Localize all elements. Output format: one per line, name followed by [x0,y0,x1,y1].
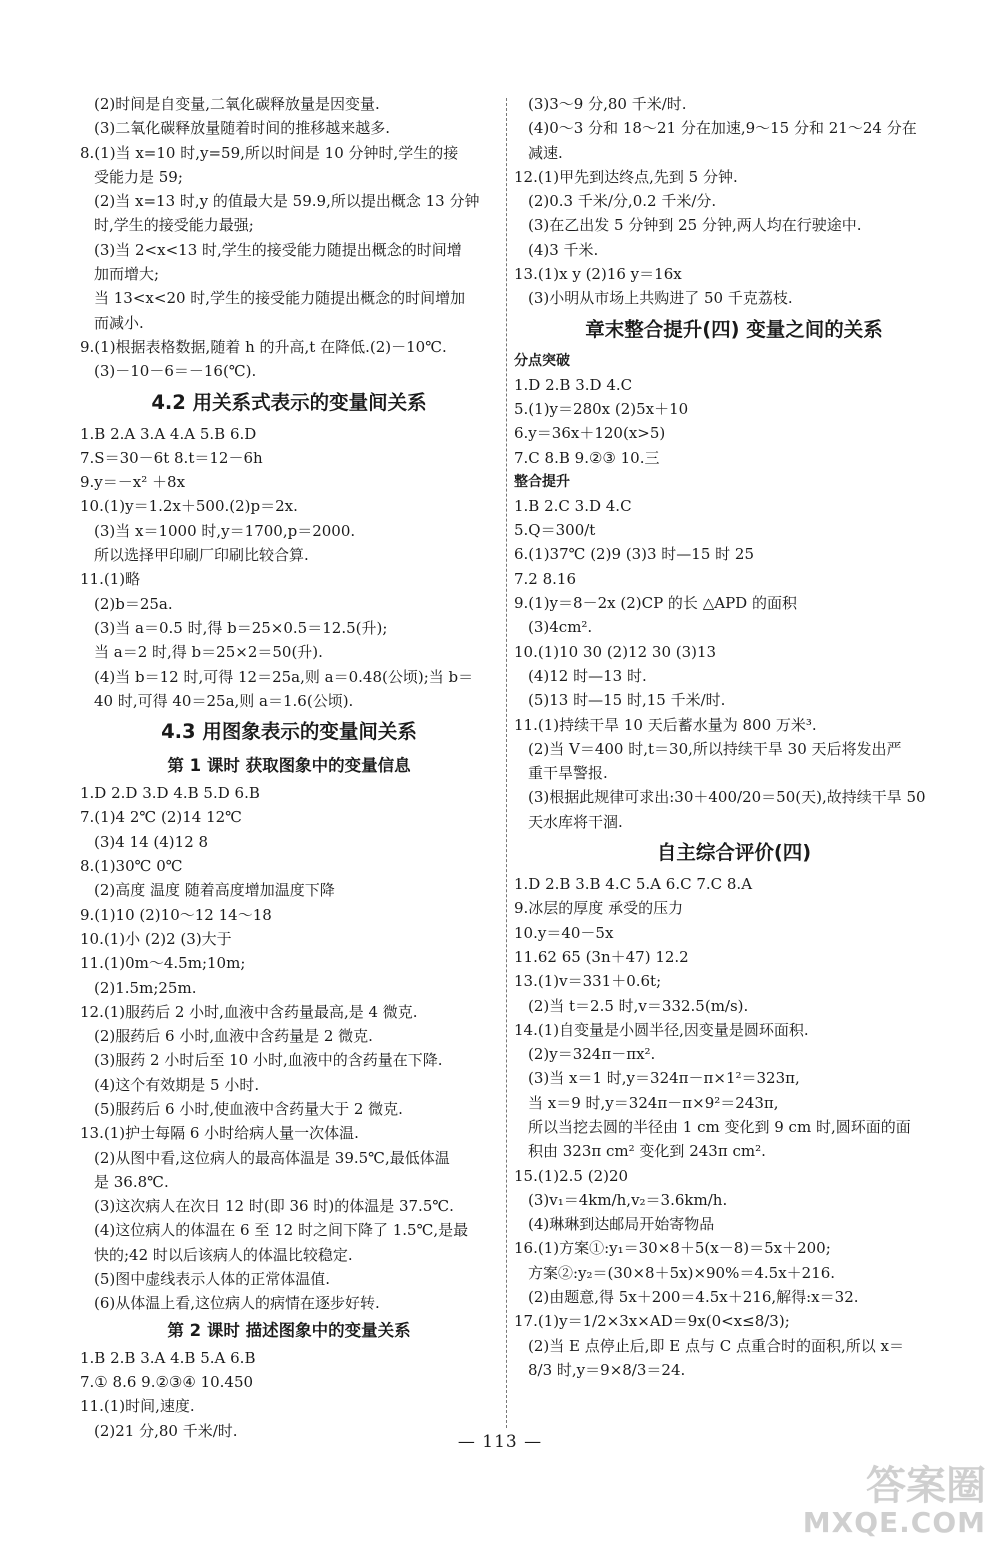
section-heading: 自主综合评价(四) [656,841,812,865]
answer-line: 16.(1)方案①:y₁＝30×8＋5(x－8)＝5x＋200; [514,1239,831,1258]
lesson-heading: 第 1 课时 获取图象中的变量信息 [167,756,411,776]
answer-line: (5)图中虚线表示人体的正常体温值. [94,1270,331,1289]
answer-line: (3)3～9 分,80 千米/时. [528,95,687,113]
answer-line: 5.Q＝300/t [514,521,596,540]
answer-line: (4)这个有效期是 5 小时. [94,1075,260,1094]
answer-line: 9.(1)y＝8－2x (2)CP 的长 △APD 的面积 [514,594,797,613]
answer-line: (3)4 14 (4)12 8 [94,832,209,851]
answer-line: 14.(1)自变量是小圆半径,因变量是圆环面积. [514,1020,809,1039]
answer-line: 1.D 2.B 3.B 4.C 5.A 6.C 7.C 8.A [514,875,753,894]
answer-line: 重干旱警报. [528,764,608,783]
answer-line: (2)当 x=13 时,y 的值最大是 59.9,所以提出概念 13 分钟 [94,192,480,211]
lesson-heading: 第 2 课时 描述图象中的变量关系 [167,1320,411,1340]
answer-line: 6.(1)37℃ (2)9 (3)3 时—15 时 25 [514,545,755,564]
answer-line: (3)当 2<x<13 时,学生的接受能力随提出概念的时间增 [94,240,462,259]
answer-line: (2)从图中看,这位病人的最高体温是 39.5℃,最低体温 [94,1148,450,1167]
answer-line: 当 x＝9 时,y＝324π－π×9²＝243π, [528,1093,779,1112]
answer-line: (2)0.3 千米/分,0.2 千米/分. [528,192,717,211]
answer-line: (2)时间是自变量,二氧化碳释放量是因变量. [94,95,380,113]
answer-line: (3)根据此规律可求出:30＋400/20＝50(天),故持续干旱 50 [528,788,926,807]
answer-line: (4)0～3 分和 18～21 分在加速,9～15 分和 21～24 分在 [528,119,917,138]
answer-line: 1.B 2.A 3.A 4.A 5.B 6.D [80,424,257,443]
answer-line: 9.y＝－x² ＋8x [80,473,186,492]
answer-line: 13.(1)x y (2)16 y＝16x [514,265,682,284]
answer-line: (4)12 时—13 时. [528,666,647,685]
answer-line: 8.(1)当 x=10 时,y=59,所以时间是 10 分钟时,学生的接 [80,143,459,162]
answer-line: (2)21 分,80 千米/时. [94,1421,238,1440]
answer-line: (2)1.5m;25m. [94,978,197,997]
answer-line: (3)二氧化碳释放量随着时间的推移越来越多. [94,119,391,138]
answer-line: (3)当 x＝1 时,y＝324π－π×1²＝323π, [528,1069,800,1088]
answer-line: 10.(1)10 30 (2)12 30 (3)13 [514,642,717,661]
answer-line: (5)13 时—15 时,15 千米/时. [528,691,726,710]
answer-line: 5.(1)y＝280x (2)5x＋10 [514,399,689,418]
answer-line: (2)b＝25a. [94,594,173,613]
answer-line: (2)当 t＝2.5 时,v＝332.5(m/s). [528,996,749,1015]
section-heading: 4.3 用图象表示的变量间关系 [161,720,417,744]
answer-line: (2)服药后 6 小时,血液中含药量是 2 微克. [94,1027,373,1046]
answer-line: 7.C 8.B 9.②③ 10.三 [514,448,660,467]
answer-line: 1.B 2.B 3.A 4.B 5.A 6.B [80,1348,256,1367]
answer-line: 6.y＝36x＋120(x>5) [514,424,666,443]
answer-line: 所以当挖去圆的半径由 1 cm 变化到 9 cm 时,圆环面的面 [528,1117,911,1136]
answer-line: 12.(1)甲先到达终点,先到 5 分钟. [514,167,738,186]
answer-line: (2)当 V＝400 时,t＝30,所以持续干旱 30 天后将发出严 [528,739,902,758]
subsection-heading: 分点突破 [514,352,570,369]
answer-line: 9.(1)10 (2)10～12 14～18 [80,905,272,924]
answer-line: 当 13<x<20 时,学生的接受能力随提出概念的时间增加 [94,289,466,308]
answer-line: 而减小. [94,313,144,332]
answer-line: (4)当 b＝12 时,可得 12＝25a,则 a＝0.48(公顷);当 b＝ [94,667,474,686]
answer-line: 11.(1)略 [80,570,141,589]
answer-line: (6)从体温上看,这位病人的病情在逐步好转. [94,1294,380,1313]
answer-line: 天水库将干涸. [528,812,623,831]
answer-line: 12.(1)服药后 2 小时,血液中含药量最高,是 4 微克. [80,1002,418,1021]
answer-line: (3)当 x＝1000 时,y＝1700,p＝2000. [94,521,356,540]
answer-line: (4)琳琳到达邮局开始寄物品 [528,1215,715,1234]
answer-line: 11.(1)时间,速度. [80,1397,195,1416]
answer-line: 9.(1)根据表格数据,随着 h 的升高,t 在降低.(2)－10℃. [80,337,447,356]
watermark-url: MXQE.COM [802,1506,986,1539]
answer-line: 1.B 2.C 3.D 4.C [514,496,632,515]
answer-line: 减速. [528,143,563,162]
section-heading: 章末整合提升(四) 变量之间的关系 [585,317,883,341]
answer-line: 加而增大; [94,265,160,284]
answer-line: (2)y＝324π－πx². [528,1045,656,1064]
answer-line: 11.(1)0m～4.5m;10m; [80,954,246,973]
answer-line: (4)这位病人的体温在 6 至 12 时之间下降了 1.5℃,是最 [94,1221,469,1240]
answer-line: (2)当 E 点停止后,即 E 点与 C 点重合时的面积,所以 x＝ [528,1336,904,1355]
answer-line: 9.冰层的厚度 承受的压力 [514,899,684,918]
answer-line: 17.(1)y＝1/2×3x×AD＝9x(0<x≤8/3); [514,1312,790,1331]
answer-line: (2)高度 温度 随着高度增加温度下降 [94,881,335,900]
answer-line: (3)在乙出发 5 分钟到 25 分钟,两人均在行驶途中. [528,216,862,235]
answer-line: (3)－10－6＝－16(℃). [94,362,257,381]
answer-line: 10.(1)小 (2)2 (3)大于 [80,929,232,948]
right-column [514,92,954,1382]
answer-line: 13.(1)护士每隔 6 小时给病人量一次体温. [80,1124,359,1143]
watermark [803,1464,986,1538]
answer-line: 快的;42 时以后该病人的体温比较稳定. [94,1245,353,1264]
answer-line: 7.2 8.16 [514,569,577,588]
answer-line: 11.62 65 (3n＋47) 12.2 [514,947,689,966]
answer-line: (4)3 千米. [528,240,599,259]
answer-line: (3)4cm². [528,618,593,637]
answer-line: 1.D 2.B 3.D 4.C [514,375,633,394]
answer-line: (3)服药 2 小时后至 10 小时,血液中的含药量在下降. [94,1051,443,1070]
answer-line: 7.(1)4 2℃ (2)14 12℃ [80,808,242,827]
answer-line: 10.y＝40－5x [514,923,614,942]
answer-line: 当 a＝2 时,得 b＝25×2＝50(升). [94,643,323,662]
answer-line: 1.D 2.D 3.D 4.B 5.D 6.B [80,784,260,803]
answer-line: 方案②:y₂＝(30×8＋5x)×90%＝4.5x＋216. [528,1263,836,1282]
page-number: — 113 — [457,1432,543,1452]
answer-line: 40 时,可得 40＝25a,则 a＝1.6(公顷). [94,691,354,710]
answer-line: (3)小明从市场上共购进了 50 千克荔枝. [528,289,793,308]
answer-line: 时,学生的接受能力最强; [94,216,254,235]
answer-line: (3)当 a＝0.5 时,得 b＝25×0.5＝12.5(升); [94,618,388,637]
answer-line: 8.(1)30℃ 0℃ [80,857,183,876]
answer-line: 13.(1)v＝331＋0.6t; [514,972,662,991]
column-divider [506,98,507,1428]
answer-line: 15.(1)2.5 (2)20 [514,1166,629,1185]
answer-line: 7.① 8.6 9.②③④ 10.450 [80,1372,254,1391]
subsection-heading: 整合提升 [514,473,570,490]
watermark-logo: 答案圈 [866,1463,986,1509]
answer-line: 10.(1)y＝1.2x＋500.(2)p＝2x. [80,497,298,516]
answer-line: (3)v₁＝4km/h,v₂＝3.6km/h. [528,1190,728,1209]
left-column [80,92,498,1443]
answer-line: (2)由题意,得 5x＋200＝4.5x＋216,解得:x＝32. [528,1288,859,1307]
section-heading: 4.2 用关系式表示的变量间关系 [151,390,427,414]
answer-line: 受能力是 59; [94,167,183,186]
answer-line: 8/3 时,y＝9×8/3＝24. [528,1360,686,1379]
answer-line: 所以选择甲印刷厂印刷比较合算. [94,546,309,565]
answer-line: (3)这次病人在次日 12 时(即 36 时)的体温是 37.5℃. [94,1197,454,1216]
answer-line: 7.S＝30－6t 8.t＝12－6h [80,448,263,467]
answer-line: 是 36.8℃. [94,1172,169,1191]
answer-line: (5)服药后 6 小时,使血液中含药量大于 2 微克. [94,1099,403,1118]
answer-line: 积由 323π cm² 变化到 243π cm². [528,1142,766,1161]
answer-line: 11.(1)持续干旱 10 天后蓄水量为 800 万米³. [514,715,817,734]
